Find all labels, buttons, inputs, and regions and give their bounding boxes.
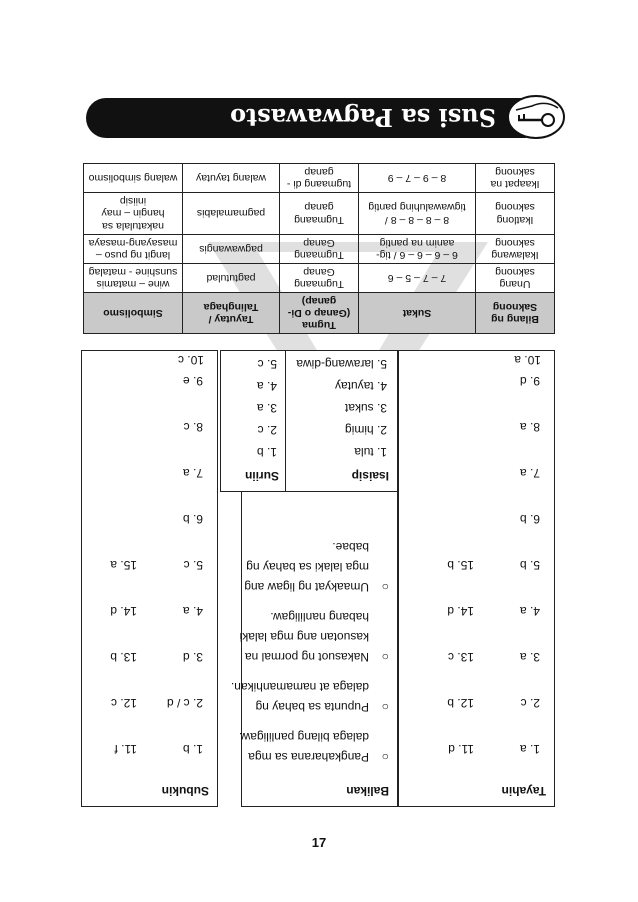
table-cell: pagmamalabis bbox=[183, 193, 280, 234]
list-item: 7. a bbox=[519, 466, 540, 480]
bullet-line: babae. bbox=[332, 540, 369, 554]
table-cell: Tugmaang Ganap bbox=[280, 234, 359, 263]
list-item: 3. d bbox=[182, 650, 203, 664]
header-simbolismo: Simbolismo bbox=[84, 292, 183, 333]
list-item: 2. c / d bbox=[166, 696, 203, 710]
table-cell: 6 – 6 – 6 – 6 / tig-aanim na pantig bbox=[359, 234, 476, 263]
list-item: 4. tayutay bbox=[334, 379, 387, 393]
isaisip-title: Isaisip bbox=[351, 469, 389, 483]
table-row bbox=[84, 234, 555, 263]
list-item: 4. a bbox=[182, 604, 203, 618]
list-item: 5. c bbox=[257, 357, 277, 371]
table-cell: pagwawangis bbox=[183, 234, 280, 263]
table-cell: 7 – 7 – 5 – 6 bbox=[359, 263, 476, 292]
list-item: 12. b bbox=[447, 696, 474, 710]
bullet-line: mga lalaki sa bahay ng bbox=[246, 560, 369, 574]
answer-table bbox=[83, 163, 555, 334]
table-cell: Ikatlong saknong bbox=[476, 193, 555, 234]
table-cell: 8 – 8 – 8 – 8 / tigwawaluhing pantig bbox=[359, 193, 476, 234]
list-item: 11. f bbox=[114, 742, 137, 756]
bullet-line: Pupunta sa bahay ng bbox=[255, 700, 369, 714]
list-item: 10. c bbox=[177, 353, 204, 367]
table-cell: Ikaapat na saknong bbox=[476, 164, 555, 193]
bullet-icon: ○ bbox=[381, 650, 389, 664]
table-row bbox=[84, 263, 555, 292]
list-item: 9. d bbox=[519, 374, 540, 388]
bullet-icon: ○ bbox=[381, 580, 389, 594]
list-item: 6. b bbox=[519, 512, 540, 526]
bullet-icon: ○ bbox=[381, 700, 389, 714]
table-cell: nakatulala sa hangin – may iniisip bbox=[84, 193, 183, 234]
table-cell: walang simbolismo bbox=[84, 164, 183, 193]
table-cell: Tugmaang ganap bbox=[280, 193, 359, 234]
table-cell: wine – matamis sunshine - matalag bbox=[84, 263, 183, 292]
list-item: 2. c bbox=[520, 696, 540, 710]
suriin-title: Suriin bbox=[244, 469, 279, 483]
header-tugma: Tugma (Ganap o Di-ganap) bbox=[280, 292, 359, 333]
table-row bbox=[84, 193, 555, 234]
list-item: 15. a bbox=[110, 558, 137, 572]
list-item: 13. b bbox=[110, 650, 137, 664]
subukin-title: Subukin bbox=[161, 784, 209, 798]
table-header-row bbox=[84, 292, 555, 333]
answer-key-banner bbox=[71, 94, 566, 140]
list-item: 12. c bbox=[110, 696, 137, 710]
list-item: 14. d bbox=[110, 604, 137, 618]
table-cell: pagtutulad bbox=[183, 263, 280, 292]
table-cell: tugmaang di -ganap bbox=[280, 164, 359, 193]
banner-title: Susi sa Pagwawasto bbox=[230, 103, 496, 132]
list-item: 9. e bbox=[182, 374, 203, 388]
list-item: 2. c bbox=[257, 423, 277, 437]
tayahin-box bbox=[398, 350, 555, 807]
bullet-line: dalaga bilang panliligaw. bbox=[238, 730, 369, 744]
list-item: 14. d bbox=[447, 604, 474, 618]
list-item: 8. c bbox=[183, 420, 203, 434]
page-number: 17 bbox=[311, 835, 327, 850]
key-in-hand-icon bbox=[506, 94, 566, 140]
list-item: 1. a bbox=[519, 742, 540, 756]
list-item: 5. larawang-diwa bbox=[296, 357, 387, 371]
bullet-line: Pangkaharana sa mga bbox=[248, 750, 369, 764]
balikan-title: Balikan bbox=[346, 784, 389, 798]
table-cell: walang tayutay bbox=[183, 164, 280, 193]
bullet-line: habang nanliligaw. bbox=[270, 610, 369, 624]
list-item: 3. a bbox=[256, 401, 277, 415]
header-tayutay: Tayutay / Talinghaga bbox=[183, 292, 280, 333]
list-item: 11. d bbox=[448, 742, 474, 756]
list-item: 2. himig bbox=[344, 423, 387, 437]
subukin-box bbox=[81, 350, 218, 807]
tayahin-title: Tayahin bbox=[501, 784, 546, 798]
list-item: 5. b bbox=[519, 558, 540, 572]
bullet-line: dalaga at namamanhikan. bbox=[230, 680, 369, 694]
table-cell: langit ng puso – masayang-masaya bbox=[84, 234, 183, 263]
header-bilang: Bilang ng Saknong bbox=[476, 292, 555, 333]
balikan-box bbox=[230, 490, 398, 807]
header-sukat: Sukat bbox=[359, 292, 476, 333]
table-cell: 8 – 9 – 7 – 9 bbox=[359, 164, 476, 193]
list-item: 15. b bbox=[447, 558, 474, 572]
list-item: 4. a bbox=[256, 379, 277, 393]
list-item: 3. sukat bbox=[344, 401, 387, 415]
list-item: 1. b bbox=[182, 742, 203, 756]
table-cell: Unang saknong bbox=[476, 263, 555, 292]
list-item: 13. c bbox=[447, 650, 474, 664]
table-cell: Tugmaang Ganap bbox=[280, 263, 359, 292]
bullet-line: kasuotan ang mga lalaki bbox=[239, 630, 369, 644]
list-item: 10. a bbox=[514, 353, 541, 367]
list-item: 7. a bbox=[182, 466, 203, 480]
list-item: 6. b bbox=[182, 512, 203, 526]
bullet-icon: ○ bbox=[381, 750, 389, 764]
table-row bbox=[84, 164, 555, 193]
table-cell: Ikalawang saknong bbox=[476, 234, 555, 263]
list-item: 8. a bbox=[519, 420, 540, 434]
list-item: 4. a bbox=[519, 604, 540, 618]
list-item: 1. tula bbox=[354, 445, 387, 459]
suriin-box bbox=[220, 350, 286, 492]
list-item: 1. b bbox=[256, 445, 277, 459]
bullet-line: Umaakyat ng ligaw ang bbox=[244, 580, 369, 594]
list-item: 3. a bbox=[519, 650, 540, 664]
bullet-line: Nakasuot ng pormal na bbox=[244, 650, 369, 664]
list-item: 5. c bbox=[183, 558, 203, 572]
